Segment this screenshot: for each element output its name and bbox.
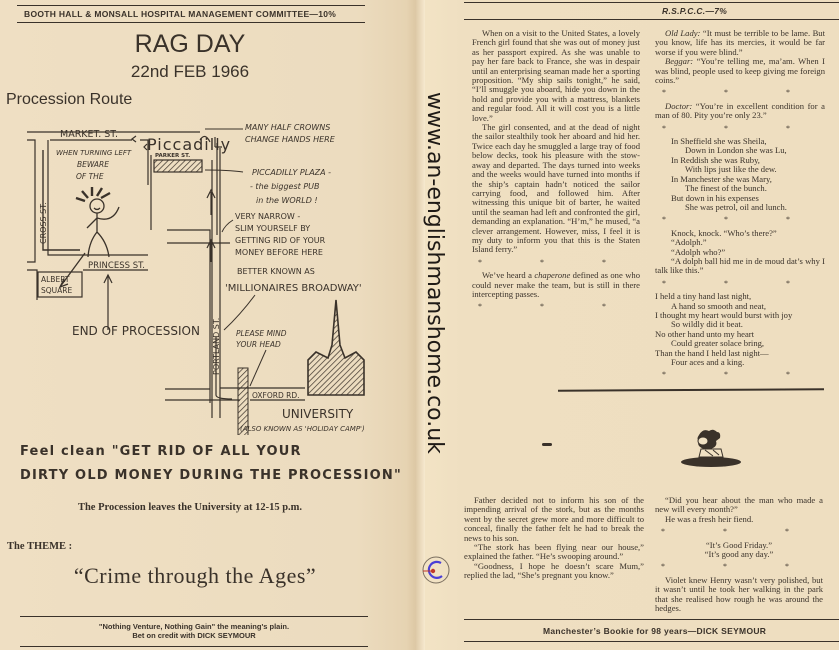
chaperone-joke [472, 271, 640, 299]
beggar-joke [655, 57, 825, 85]
stork-joke [464, 496, 644, 581]
poem-line: With lips just like the dew. [685, 164, 777, 175]
map-note-narrow-3: GETTING RID OF YOUR [235, 236, 326, 245]
map-label-oxford-rd: OXFORD RD. [252, 391, 300, 400]
rag-day-title: RAG DAY [134, 30, 246, 58]
knock-line: “Adolph who?” [671, 246, 726, 257]
stork-p3: “Goodness, I hope he doesn’t scare Mum,” replied the lad, “She’s pregnant you know.” [464, 560, 644, 581]
map-note-turning-3: OF THE [76, 172, 104, 181]
poem-line: Down in London she was Lu, [685, 145, 787, 156]
stork-p2: “The stork has been flying near our house,” explained the father. “He’s swooping around.” [464, 542, 644, 562]
poem-line: She was petrol, oil and lunch. [685, 201, 787, 212]
separator-stars: * * * [478, 257, 634, 267]
separator-stars: * * * [661, 527, 817, 537]
stowaway-story-p2: The girl consented, and at the dead of night the sailor stealthily took her aboard and hid her. Twice each day he smuggled a large tray of food below decks, took his pleasure with the stow-away and departed. The days turned into weeks and the weeks would have turned into months if the ship’s captain hadn’t noticed the sailor carrying food, and followed him. After witnessing this unique bit of barter, he waited until the seaman had left and confronted the girl, demanding an explanation. “H’m,” he mused, “a clever arrangement. However, miss, I feel it is my duty to inform you that this is the Staten Island ferry.” [472, 122, 640, 255]
map-label-cross-st: CROSS ST. [39, 202, 48, 244]
header-rule-bottom [17, 22, 365, 23]
doctor-label: Doctor: [665, 100, 693, 111]
procession-route-map [0, 115, 415, 435]
rag-day-date: 22nd FEB 1966 [130, 62, 250, 81]
chaperone-word: chaperone [534, 270, 571, 281]
old-lady-joke [655, 29, 825, 57]
footer-rule-bottom [20, 646, 368, 647]
map-note-plaza-2: - the biggest PUB [250, 182, 320, 191]
map-label-parker-st: PARKER ST. [155, 153, 191, 159]
right-header-rule-top [464, 2, 839, 3]
watermark-text: www.an-englishmanshome.co.uk [422, 92, 447, 454]
left-page [0, 0, 419, 650]
doctor-joke [655, 102, 825, 121]
map-note-plaza-1: PICCADILLY PLAZA - [252, 168, 332, 177]
poem-line: Could greater solace bring, [671, 338, 765, 349]
right-footer-rule-top [464, 619, 839, 620]
right-footer-rule-bottom [464, 641, 839, 642]
map-label-square: SQUARE [41, 286, 73, 295]
map-label-market-st: MARKET. ST. [60, 129, 118, 140]
map-note-turning-2: BEWARE [77, 160, 110, 169]
column-2 [655, 29, 825, 384]
site-logo-icon [419, 553, 453, 587]
separator-stars: * * * [478, 302, 634, 312]
separator-stars: * * * [662, 88, 818, 98]
chaperone-post: defined as one who could never make the team, but is still in there intercepting passes. [472, 270, 640, 299]
map-note-narrow-2: SLIM YOURSELF BY [235, 224, 311, 233]
poem-line: But down in his expenses [671, 192, 759, 203]
beggar-text: “You’re telling me, ma’am. When I was blind, people used to keep giving me foreign coins.” [655, 56, 825, 86]
poem-line: In Manchester she was Mary, [671, 173, 772, 184]
map-note-turning-1: WHEN TURNING LEFT [56, 149, 132, 157]
left-page-header: BOOTH HALL & MONSALL HOSPITAL MANAGEMENT COMMITTEE—10% [24, 9, 337, 19]
column-1 [472, 29, 640, 316]
slogan-line-1: Feel clean "GET RID OF ALL YOUR [20, 444, 302, 459]
doctor-text: “You’re in excellent condition for a man of 80. Pity you’re only 23.” [655, 100, 825, 121]
theme-label: The THEME : [7, 541, 73, 552]
separator-stars: * * * [662, 215, 818, 225]
map-note-mind-head-2: YOUR HEAD [236, 340, 281, 349]
map-note-narrow-4: MONEY BEFORE HERE [235, 248, 323, 257]
poem-line: In Reddish she was Ruby, [671, 154, 760, 165]
map-label-end-of-procession: END OF PROCESSION [72, 324, 200, 338]
map-label-holiday-camp: (ALSO KNOWN AS 'HOLIDAY CAMP') [240, 425, 365, 433]
ink-dash [542, 443, 552, 446]
friday-line-2: “It’s good any day.” [704, 549, 774, 560]
old-lady-label: Old Lady: [665, 28, 701, 38]
poem-line: I held a tiny hand last night, [655, 291, 752, 302]
poem-line: A hand so smooth and neat, [671, 300, 766, 311]
right-footer: Manchester’s Bookie for 98 years—DICK SEYMOUR [543, 626, 767, 636]
will-joke-p2: He was a fresh heir fiend. [665, 513, 754, 524]
map-note-half-crowns-1: MANY HALF CROWNS [245, 123, 331, 132]
right-page-header: R.S.P.C.C.—7% [662, 6, 728, 16]
old-lady-text: “It must be terrible to be lame. But you know, life has its mercies, it would be far worse if you were blind.” [655, 28, 825, 57]
map-note-half-crowns-2: CHANGE HANDS HERE [245, 135, 335, 144]
separator-stars: * * * [662, 278, 818, 288]
poem-line: No other hand unto my heart [655, 328, 755, 339]
will-joke-p1: “Did you hear about the man who made a new will every month?” [655, 495, 823, 515]
tiny-hand-poem [655, 292, 825, 367]
friday-line-1: “It’s Good Friday.” [705, 539, 773, 550]
stork-p1: Father decided not to inform his son of the impending arrival of the stork, but as the months went by the secret grew more and more difficult to conceal, finally the father felt he had to break the news to his son. [464, 495, 644, 543]
map-note-millionaires-1: BETTER KNOWN AS [237, 267, 315, 276]
procession-time: The Procession leaves the University at 12-15 p.m. [77, 502, 303, 513]
map-note-plaza-3: in the WORLD ! [256, 196, 318, 205]
knock-knock-joke [655, 229, 825, 276]
separator-stars: * * * [661, 562, 817, 572]
footer-rule-top [20, 616, 368, 617]
map-note-millionaires-2: 'MILLIONAIRES BROADWAY' [225, 283, 362, 294]
section-divider [558, 388, 824, 391]
poem-line: The finest of the bunch. [685, 183, 767, 194]
sheffield-poem [655, 137, 825, 212]
chaperone-pre: We’ve heard a [482, 270, 535, 281]
poem-line: Than the hand I held last night— [655, 347, 769, 358]
knock-line: “A dolph ball hid me in de moud dat’s why I talk like this.” [655, 255, 825, 276]
watermark [418, 92, 452, 562]
header-rule-top [17, 5, 365, 6]
map-label-portland-st: PORTLAND ST. [212, 317, 221, 375]
poem-line: I thought my heart would burst with joy [655, 309, 793, 320]
stowaway-story-p1: When on a visit to the United States, a lovely French girl found that she was out of money just as her passport expired. As she was unable to pay her fare back to France, she was in despair until an enterprising seaman made her a sporting proposition. “My ship sails tonight,” he said, “I’ll smuggle you aboard, hide you down in the hold and provide you with a mattress, blankets and regular food. All it will cost you is a little love.” [472, 28, 640, 123]
map-label-albert: ALBERT [41, 275, 70, 284]
map-label-university: UNIVERSITY [282, 407, 354, 421]
violet-joke: Violet knew Henry wasn’t very polished, but it wasn’t until he took her walking in the park that she realised how rough he was around the hedges. [655, 574, 823, 614]
map-label-piccadilly: Piccadilly [147, 135, 232, 154]
map-note-narrow-1: VERY NARROW - [235, 212, 301, 221]
poem-line: Four aces and a king. [671, 357, 745, 367]
right-page [419, 0, 839, 650]
route-heading: Procession Route [6, 91, 133, 108]
theme-title: “Crime through the Ages” [73, 563, 317, 588]
bottom-right-jokes [655, 496, 823, 613]
separator-stars: * * * [662, 123, 818, 133]
knock-line: Knock, knock. “Who’s there?” [671, 227, 777, 238]
left-footer-line-1: "Nothing Venture, Nothing Gain" the meaning's plain. [98, 622, 290, 631]
beggar-label: Beggar: [665, 56, 694, 67]
left-footer [20, 622, 368, 640]
university-building [308, 300, 364, 395]
poem-line: In Sheffield she was Sheila, [671, 136, 767, 147]
slogan-line-2: DIRTY OLD MONEY DURING THE PROCESSION" [20, 468, 402, 483]
caveman-cartoon [675, 427, 747, 469]
separator-stars: * * * [662, 370, 818, 380]
poem-line: So wildly did it beat. [671, 319, 743, 330]
map-note-mind-head-1: PLEASE MIND [236, 329, 287, 338]
map-label-princess-st: PRINCESS ST. [88, 261, 145, 271]
right-header-rule-bottom [464, 19, 839, 20]
left-footer-line-2: Bet on credit with DICK SEYMOUR [132, 631, 256, 640]
knock-line: “Adolph.” [671, 237, 707, 248]
